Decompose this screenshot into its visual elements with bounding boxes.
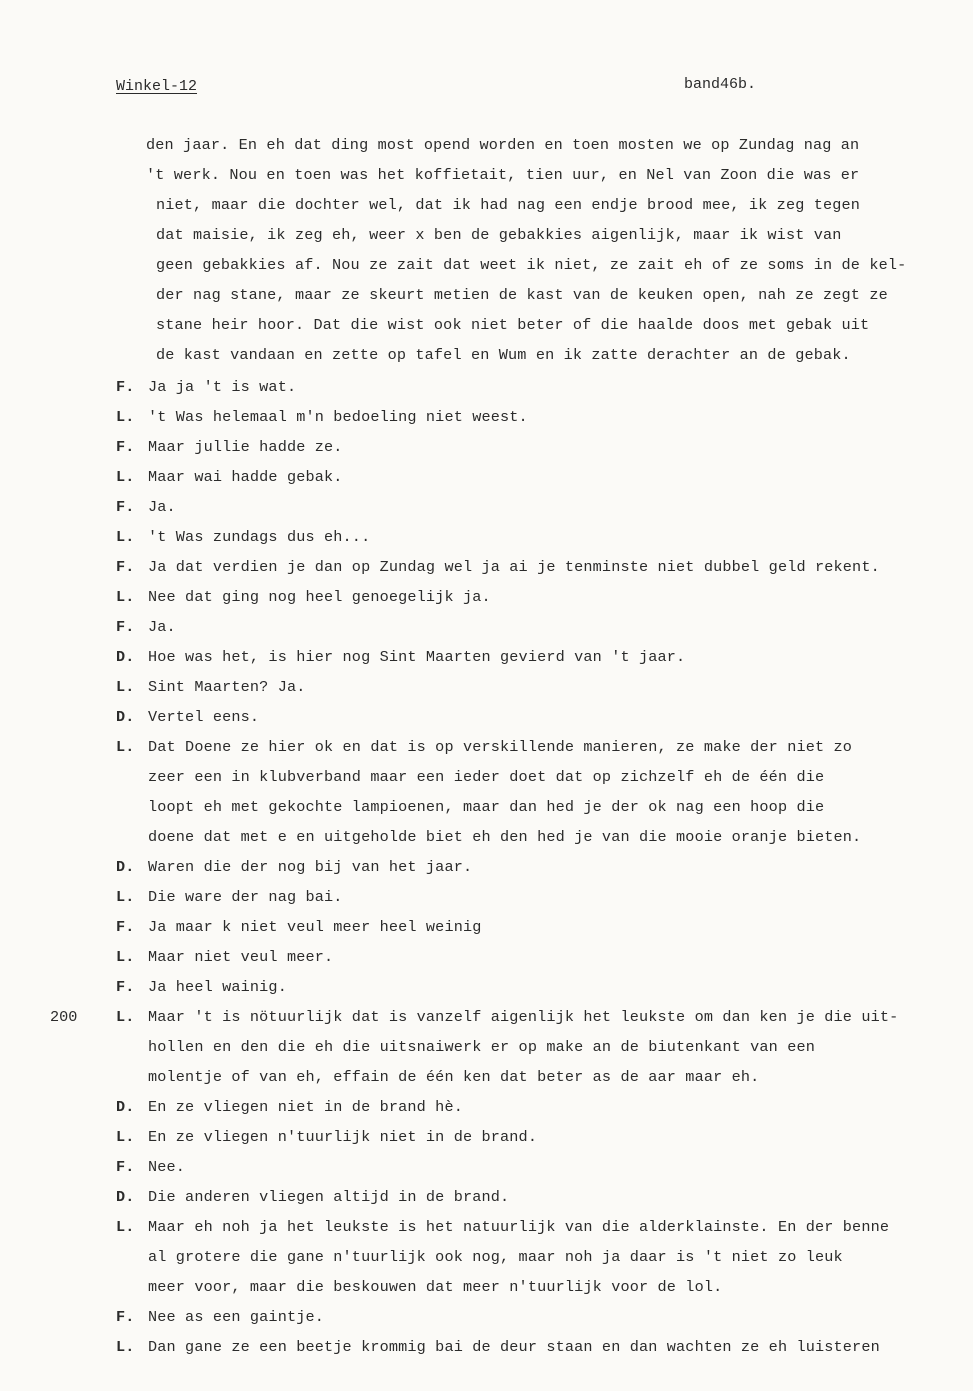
utterance-line: Dat Doene ze hier ok en dat is op verskillende manieren, ze make der niet zo bbox=[148, 738, 853, 756]
utterance-line: Ja dat verdien je dan op Zundag wel ja ai je tenminste niet dubbel geld rekent. bbox=[148, 558, 880, 576]
intro-line: niet, maar die dochter wel, dat ik had nag een endje brood mee, ik zeg tegen bbox=[156, 196, 861, 214]
utterance bbox=[148, 1092, 463, 1122]
intro-line: den jaar. En eh dat ding most opend worden en toen mosten we op Zundag nag an bbox=[146, 136, 860, 154]
utterance bbox=[148, 942, 333, 972]
utterance-line: Die anderen vliegen altijd in de brand. bbox=[148, 1188, 510, 1206]
utterance-line: 't Was helemaal m'n bedoeling niet weest. bbox=[148, 408, 528, 426]
speaker-label: L. bbox=[116, 1338, 135, 1356]
utterance bbox=[148, 1182, 509, 1212]
speaker-label: L. bbox=[116, 588, 135, 606]
speaker-label: L. bbox=[116, 468, 135, 486]
utterance bbox=[148, 522, 370, 552]
utterance bbox=[148, 1332, 880, 1362]
speaker-label: D. bbox=[116, 708, 135, 726]
utterance bbox=[148, 852, 472, 882]
utterance-line: Maar eh noh ja het leukste is het natuurlijk van die alderklainste. En der benne bbox=[148, 1218, 890, 1236]
utterance bbox=[148, 882, 343, 912]
speaker-label: F. bbox=[116, 378, 135, 396]
utterance-line: Waren die der nog bij van het jaar. bbox=[148, 858, 473, 876]
utterance bbox=[148, 1212, 889, 1302]
utterance bbox=[148, 702, 259, 732]
utterance bbox=[148, 972, 287, 1002]
utterance bbox=[148, 582, 491, 612]
utterance bbox=[148, 612, 176, 642]
speaker-label: F. bbox=[116, 1158, 135, 1176]
utterance bbox=[148, 1122, 537, 1152]
speaker-label: L. bbox=[116, 738, 135, 756]
utterance-line: Nee. bbox=[148, 1158, 186, 1176]
utterance bbox=[148, 432, 343, 462]
utterance-line: 't Was zundags dus eh... bbox=[148, 528, 371, 546]
utterance-line: Hoe was het, is hier nog Sint Maarten gevierd van 't jaar. bbox=[148, 648, 686, 666]
utterance-line: zeer een in klubverband maar een ieder doet dat op zichzelf eh de één die bbox=[148, 768, 825, 786]
utterance-line: Dan gane ze een beetje krommig bai de deur staan en dan wachten ze eh luisteren bbox=[148, 1338, 880, 1356]
speaker-label: L. bbox=[116, 678, 135, 696]
utterance bbox=[148, 462, 343, 492]
header-tape-label: band46b. bbox=[684, 76, 757, 93]
utterance-line: loopt eh met gekochte lampioenen, maar dan hed je der ok nag een hoop die bbox=[148, 798, 825, 816]
utterance-line: Nee dat ging nog heel genoegelijk ja. bbox=[148, 588, 491, 606]
utterance-line: Maar 't is nötuurlijk dat is vanzelf aigenlijk het leukste om dan ken je die uit- bbox=[148, 1008, 899, 1026]
utterance-line: meer voor, maar die beskouwen dat meer n'tuurlijk voor de lol. bbox=[148, 1278, 723, 1296]
speaker-label: L. bbox=[116, 948, 135, 966]
utterance bbox=[148, 372, 296, 402]
utterance-line: hollen en den die eh die uitsnaiwerk er op make an de biutenkant van een bbox=[148, 1038, 816, 1056]
utterance-line: molentje of van eh, effain de één ken dat beter as de aar maar eh. bbox=[148, 1068, 760, 1086]
intro-line: de kast vandaan en zette op tafel en Wum en ik zatte derachter an de gebak. bbox=[156, 346, 851, 364]
utterance-line: En ze vliegen niet in de brand hè. bbox=[148, 1098, 463, 1116]
speaker-label: D. bbox=[116, 648, 135, 666]
utterance bbox=[148, 732, 861, 852]
speaker-label: F. bbox=[116, 978, 135, 996]
utterance bbox=[148, 912, 482, 942]
speaker-label: F. bbox=[116, 918, 135, 936]
margin-line-number: 200 bbox=[50, 1008, 78, 1026]
utterance-line: Sint Maarten? Ja. bbox=[148, 678, 306, 696]
speaker-label: D. bbox=[116, 1188, 135, 1206]
utterance-line: Ja ja 't is wat. bbox=[148, 378, 297, 396]
utterance-line: Nee as een gaintje. bbox=[148, 1308, 325, 1326]
header-file-label: Winkel-12 bbox=[116, 78, 198, 95]
utterance bbox=[148, 402, 528, 432]
intro-line: stane heir hoor. Dat die wist ook niet beter of die haalde doos met gebak uit bbox=[156, 316, 870, 334]
utterance-line: al grotere die gane n'tuurlijk ook nog, maar noh ja daar is 't niet zo leuk bbox=[148, 1248, 843, 1266]
utterance bbox=[148, 1152, 185, 1182]
speaker-label: L. bbox=[116, 408, 135, 426]
utterance bbox=[148, 1002, 898, 1092]
utterance-line: En ze vliegen n'tuurlijk niet in de brand. bbox=[148, 1128, 538, 1146]
speaker-label: F. bbox=[116, 438, 135, 456]
intro-line: der nag stane, maar ze skeurt metien de kast van de keuken open, nah ze zegt ze bbox=[156, 286, 888, 304]
utterance bbox=[148, 552, 880, 582]
speaker-label: F. bbox=[116, 618, 135, 636]
intro-paragraph bbox=[146, 130, 926, 370]
speaker-label: F. bbox=[116, 558, 135, 576]
speaker-label: D. bbox=[116, 1098, 135, 1116]
utterance bbox=[148, 1302, 324, 1332]
utterance-line: Ja heel wainig. bbox=[148, 978, 287, 996]
utterance-line: Vertel eens. bbox=[148, 708, 260, 726]
utterance-line: Ja maar k niet veul meer heel weinig bbox=[148, 918, 482, 936]
speaker-label: F. bbox=[116, 498, 135, 516]
intro-line: dat maisie, ik zeg eh, weer x ben de gebakkies aigenlijk, maar ik wist van bbox=[156, 226, 842, 244]
speaker-label: D. bbox=[116, 858, 135, 876]
speaker-label: L. bbox=[116, 1218, 135, 1236]
speaker-label: F. bbox=[116, 1308, 135, 1326]
speaker-label: L. bbox=[116, 1128, 135, 1146]
utterance bbox=[148, 642, 685, 672]
utterance-line: Maar niet veul meer. bbox=[148, 948, 334, 966]
speaker-label: L. bbox=[116, 528, 135, 546]
utterance-line: Ja. bbox=[148, 498, 176, 516]
speaker-label: L. bbox=[116, 1008, 135, 1026]
intro-line: 't werk. Nou en toen was het koffietait, tien uur, en Nel van Zoon die was er bbox=[146, 166, 860, 184]
utterance bbox=[148, 492, 176, 522]
utterance-line: Die ware der nag bai. bbox=[148, 888, 343, 906]
utterance bbox=[148, 672, 306, 702]
utterance-line: doene dat met e en uitgeholde biet eh den hed je van die mooie oranje bieten. bbox=[148, 828, 862, 846]
utterance-line: Maar jullie hadde ze. bbox=[148, 438, 343, 456]
utterance-line: Ja. bbox=[148, 618, 176, 636]
intro-line: geen gebakkies af. Nou ze zait dat weet ik niet, ze zait eh of ze soms in de kel- bbox=[156, 256, 907, 274]
speaker-label: L. bbox=[116, 888, 135, 906]
utterance-line: Maar wai hadde gebak. bbox=[148, 468, 343, 486]
